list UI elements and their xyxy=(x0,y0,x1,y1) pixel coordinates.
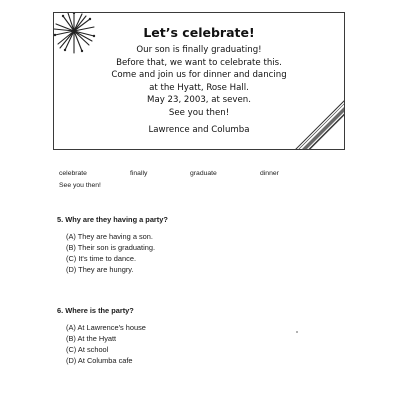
invitation-line: at the Hyatt, Rose Hall. xyxy=(149,82,249,93)
invitation-line: Come and join us for dinner and dancing xyxy=(111,70,287,81)
word-bank-item: dinner xyxy=(260,170,279,177)
invitation-line: May 23, 2003, at seven. xyxy=(147,95,251,106)
answer-option[interactable]: (D) At Columba cafe xyxy=(66,356,133,365)
invitation-line: Our son is finally graduating! xyxy=(136,45,262,55)
firework-icon xyxy=(53,12,100,59)
answer-option[interactable]: (A) At Lawrence's house xyxy=(66,323,146,332)
invitation-card xyxy=(53,12,345,150)
answer-option[interactable]: (A) They are having a son. xyxy=(66,232,153,241)
answer-option[interactable]: (C) At school xyxy=(66,345,109,354)
word-bank-item: See you then! xyxy=(59,182,101,189)
answer-option[interactable]: (B) At the Hyatt xyxy=(66,334,117,343)
question-6 xyxy=(57,306,146,366)
question-5 xyxy=(57,215,168,275)
invitation-line: Before that, we want to celebrate this. xyxy=(116,57,282,68)
word-bank xyxy=(59,166,359,196)
question-prompt: 5. Why are they having a party? xyxy=(57,215,168,224)
scan-speck xyxy=(296,331,298,333)
answer-option[interactable]: (B) Their son is graduating. xyxy=(66,243,156,252)
question-prompt: 6. Where is the party? xyxy=(57,306,134,315)
word-bank-item: finally xyxy=(130,170,148,177)
invitation-text xyxy=(94,25,304,136)
word-bank-item: graduate xyxy=(190,170,217,177)
word-bank-item: celebrate xyxy=(59,170,87,177)
invitation-line: See you then! xyxy=(168,107,230,118)
answer-option[interactable]: (C) It's time to dance. xyxy=(66,254,137,263)
answer-option[interactable]: (D) They are hungry. xyxy=(66,265,134,274)
invitation-title: Let’s celebrate! xyxy=(143,25,255,40)
invitation-signature: Lawrence and Columba xyxy=(148,124,250,135)
ribbon-icon xyxy=(289,94,345,150)
